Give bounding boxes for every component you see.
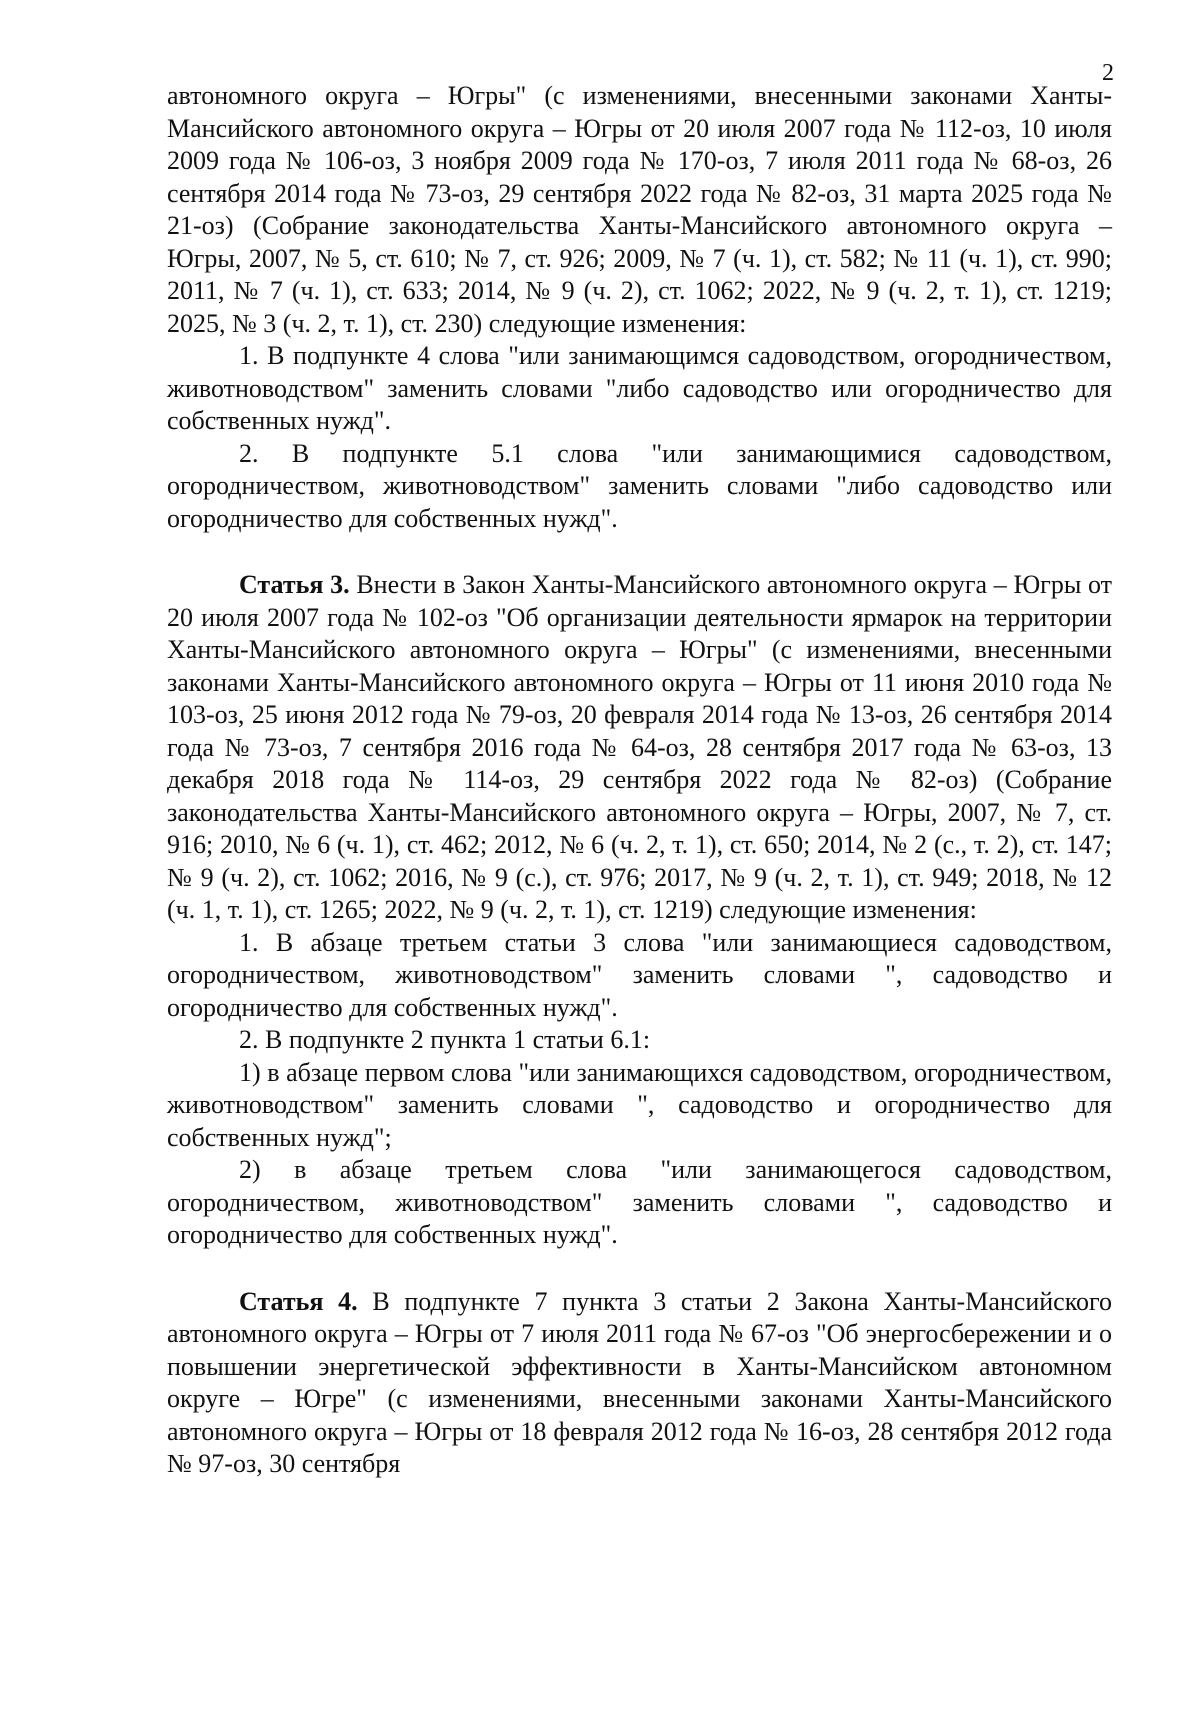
paragraph-continuation: автономного округа – Югры" (с изменениями, внесенными законами Ханты-Мансийского автономного округа – Югры от 20 июля 2007 года № 112-оз, 10 июля 2009 года № 106-оз, 3 ноября 2009 года № 170-оз, 7 июля 2011 года № 68-оз, 26 сентября 2014 года № 73-оз, 29 сентября 2022 года № 82-оз, 31 марта 2025 года № 21-оз) (Собрание законодательства Ханты-Мансийского автономного округа – Югры, 2007, № 5, ст. 610; № 7, ст. 926; 2009, № 7 (ч. 1), ст. 582; № 11 (ч. 1), ст. 990; 2011, № 7 (ч. 1), ст. 633; 2014, № 9 (ч. 2), ст. 1062; 2022, № 9 (ч. 2, т. 1), ст. 1219; 2025, № 3 (ч. 2, т. 1), ст. 230) следующие изменения: xyxy=(167,81,1112,338)
article-3-paragraph xyxy=(167,569,1112,927)
paragraph-item-1: 1. В подпункте 4 слова "или занимающимся садоводством, огородничеством, животноводством" заменить словами "либо садоводство или огородничество для собственных нужд". xyxy=(167,341,1112,435)
section-gap xyxy=(167,1252,1112,1286)
page-number: 2 xyxy=(1102,60,1114,86)
article-3-text: Внести в Закон Ханты-Мансийского автономного округа – Югры от 20 июля 2007 года № 102-оз "Об организации деятельности ярмарок на территории Ханты-Мансийского автономного округа – Югры" (с изменениями, внесенными законами Ханты-Мансийского автономного округа – Югры от 11 июня 2010 года № 103-оз, 25 июня 2012 года № 79-оз, 20 февраля 2014 года № 13-оз, 26 сентября 2014 года № 73-оз, 7 сентября 2016 года № 64-оз, 28 сентября 2017 года № 63-оз, 13 декабря 2018 года № 114-оз, 29 сентября 2022 года № 82-оз) (Собрание законодательства Ханты-Мансийского автономного округа – Югры, 2007, № 7, ст. 916; 2010, № 6 (ч. 1), ст. 462; 2012, № 6 (ч. 2, т. 1), ст. 650; 2014, № 2 (с., т. 2), ст. 147; № 9 (ч. 2), ст. 1062; 2016, № 9 (с.), ст. 976; 2017, № 9 (ч. 2, т. 1), ст. 949; 2018, № 12 (ч. 1, т. 1), ст. 1265; 2022, № 9 (ч. 2, т. 1), ст. 1219) следующие изменения: xyxy=(167,570,1113,924)
article-4-text: В подпункте 7 пункта 3 статьи 2 Закона Ханты-Мансийского автономного округа – Югры от 7 июля 2011 года № 67-оз "Об энергосбережении и о повышении энергетической эффективности в Ханты-Мансийском автономном округе – Югре" (с изменениями, внесенными законами Ханты-Мансийского автономного округа – Югры от 18 февраля 2012 года № 16-оз, 28 сентября 2012 года № 97-оз, 30 сентября xyxy=(167,1286,1113,1478)
document-body xyxy=(167,80,1112,1481)
article-3-item-1: 1. В абзаце третьем статьи 3 слова "или занимающиеся садоводством, огородничеством, животноводством" заменить словами ", садоводство и огородничество для собственных нужд". xyxy=(167,927,1112,1022)
article-3-subitem-1: 1) в абзаце первом слова "или занимающихся садоводством, огородничеством, животноводством" заменить словами ", садоводство и огородничество для собственных нужд"; xyxy=(167,1057,1112,1152)
section-gap xyxy=(167,535,1112,569)
article-3-heading: Статья 3. xyxy=(239,570,350,599)
paragraph-item-2: 2. В подпункте 5.1 слова "или занимающимися садоводством, огородничеством, животноводством" заменить словами "либо садоводство или огородничество для собственных нужд". xyxy=(167,438,1112,533)
article-3-subitem-2: 2) в абзаце третьем слова "или занимающегося садоводством, огородничеством, животноводством" заменить словами ", садоводство и огородничество для собственных нужд". xyxy=(167,1155,1112,1249)
article-3-item-2: 2. В подпункте 2 пункта 1 статьи 6.1: xyxy=(239,1025,651,1054)
article-4-paragraph xyxy=(167,1286,1112,1481)
article-4-heading: Статья 4. xyxy=(239,1286,358,1316)
